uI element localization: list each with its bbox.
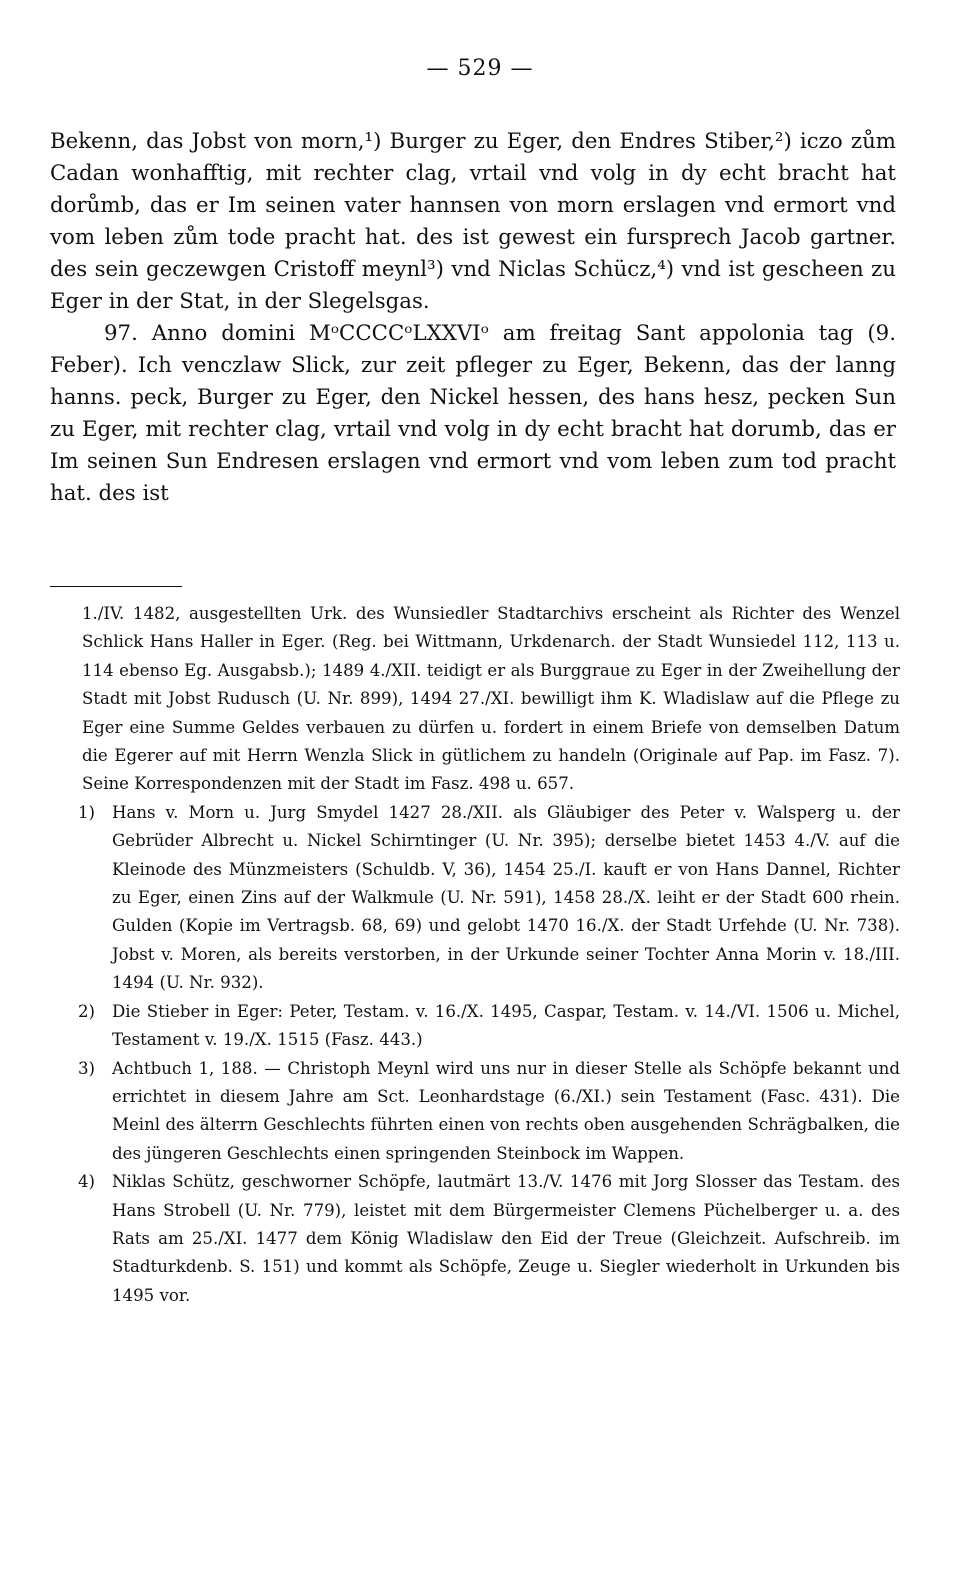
page-number: — 529 —: [426, 56, 534, 81]
footnote-unnumbered: [82, 600, 900, 799]
footnote-text: Hans v. Morn u. Jurg Smydel 1427 28./XII. als Gläubiger des Peter v. Walsperg u. der Gebrüder Albrecht u. Nickel Schirntinger (U. Nr. 395); derselbe bietet 1453 4./V. auf die Kleinode des Münzmeisters (Schuldb. V, 36), 1454 25./I. kauft er von Hans Dannel, Richter zu Eger, einen Zins auf der Walkmule (U. Nr. 591), 1458 28./X. leiht er der Stadt 600 rhein. Gulden (Kopie im Vertragsb. 68, 69) und gelobt 1470 16./X. der Stadt Urfehde (U. Nr. 738). Jobst v. Moren, als bereits verstorben, in der Urkunde seiner Tochter Anna Morin v. 18./III. 1494 (U. Nr. 932).: [112, 802, 900, 993]
footnote-3: [78, 1055, 900, 1169]
footnote-number: 4): [78, 1172, 96, 1192]
entry-97: 97. Anno domini MᵒCCCCᵒLXXVIᵒ am freitag Sant appolonia tag (9. Feber). Ich venczlaw Slick, zur zeit pfleger zu Eger, Bekenn, das der lanng hanns. peck, Burger zu Eger, den Nickel hessen, des hans hesz, pecken Sun zu Eger, mit rechter clag, vrtail vnd volg in dy echt bracht hat dorumb, das er Im seinen Sun Endresen erslagen vnd ermort vnd vom leben zum tod pracht hat. des ist: [50, 321, 896, 506]
footnote-text: Achtbuch 1, 188. — Christoph Meynl wird uns nur in dieser Stelle als Schöpfe bekannt und errichtet in diesem Jahre am Sct. Leonhardstage (6./XI.) sein Testament (Fasc. 431). Die Meinl des älterrn Geschlechts führten einen von rechts oben ausgehenden Schrägbalken, die des jüngeren Geschlechts einen springenden Steinbock im Wappen.: [112, 1058, 900, 1163]
entry-96-continuation: Bekenn, das Jobst von morn,¹) Burger zu Eger, den Endres Stiber,²) iczo zům Cadan wonhafftig, mit rechter clag, vrtail vnd volg in dy echt bracht hat dorůmb, das er Im seinen vater hannsen von morn erslagen vnd ermort vnd vom leben zům tode pracht hat. des ist gewest ein fursprech Jacob gartner. des sein geczewgen Cristoff meynl³) vnd Niclas Schücz,⁴) vnd ist gescheen zu Eger in der Stat, in der Slegelsgas.: [50, 129, 896, 314]
footnote-4: [78, 1168, 900, 1310]
footnote-number: 2): [78, 1001, 96, 1021]
footnote-separator: [50, 586, 182, 587]
main-text: [50, 126, 896, 510]
footnote-1: [78, 799, 900, 998]
footnote-number: 1): [78, 802, 96, 822]
footnote-2: [78, 998, 900, 1055]
footnote-text: Niklas Schütz, geschworner Schöpfe, lautmärt 13./V. 1476 mit Jorg Slosser das Testam. des Hans Strobell (U. Nr. 779), leistet mit dem Bürgermeister Clemens Püchelberger u. a. des Rats am 25./XI. 1477 dem König Wladislaw den Eid der Treue (Gleichzeit. Aufschreib. im Stadturkdenb. S. 151) und kommt als Schöpfe, Zeuge u. Siegler wiederholt in Urkunden bis 1495 vor.: [112, 1172, 900, 1305]
footnote-text: 1./IV. 1482, ausgestellten Urk. des Wunsiedler Stadtarchivs erscheint als Richter des Wenzel Schlick Hans Haller in Eger. (Reg. bei Wittmann, Urkdenarch. der Stadt Wunsiedel 112, 113 u. 114 ebenso Eg. Ausgabsb.); 1489 4./XII. teidigt er als Burggraue zu Eger in der Zweihellung der Stadt mit Jobst Rudusch (U. Nr. 899), 1494 27./XI. bewilligt ihm K. Wladislaw auf die Pflege zu Eger eine Summe Geldes verbauen zu dürfen u. fordert in einem Briefe von demselben Datum die Egerer auf mit Herrn Wenzla Slick in gütlichem zu handeln (Originale auf Pap. im Fasz. 7). Seine Korrespondenzen mit der Stadt im Fasz. 498 u. 657.: [82, 604, 900, 794]
footnotes: [78, 600, 900, 1310]
footnote-text: Die Stieber in Eger: Peter, Testam. v. 16./X. 1495, Caspar, Testam. v. 14./VI. 1506 u. Michel, Testament v. 19./X. 1515 (Fasz. 443.): [112, 1001, 900, 1050]
footnote-number: 3): [78, 1058, 96, 1078]
